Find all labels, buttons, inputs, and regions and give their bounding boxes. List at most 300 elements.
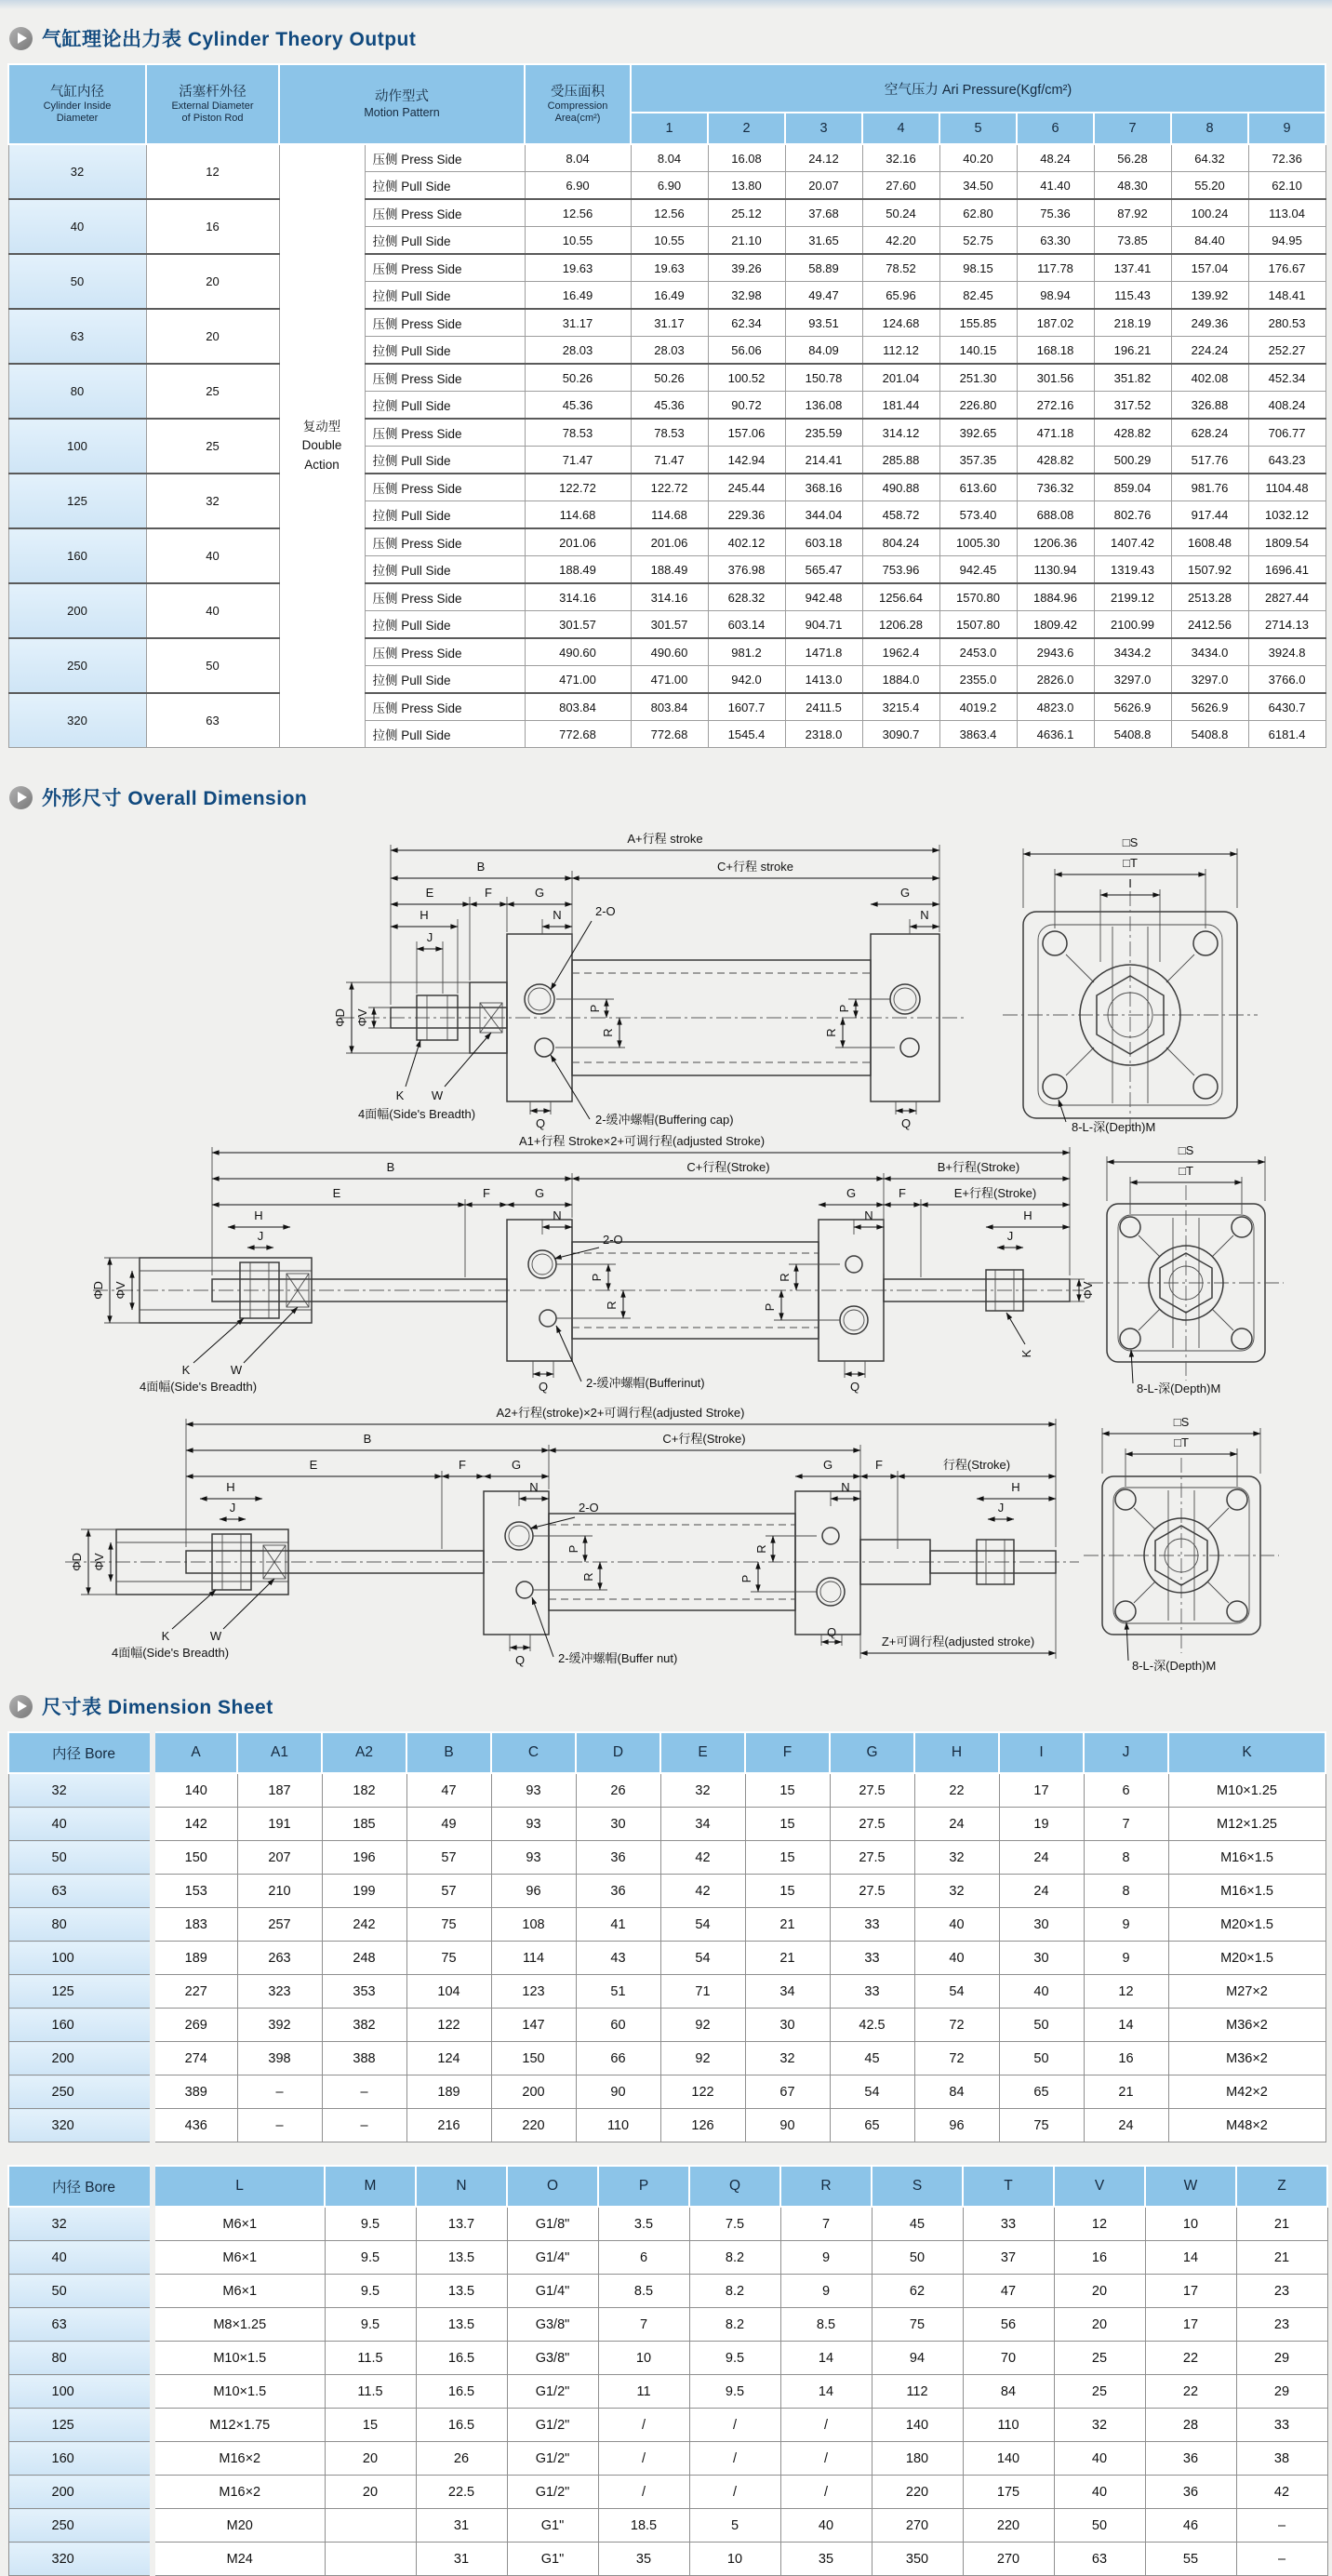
pressure-column-header: 1	[631, 113, 708, 144]
dim-label: F	[485, 886, 492, 900]
dim-label: N	[920, 908, 929, 922]
column-header: D	[576, 1732, 660, 1773]
value-cell: 18.5	[598, 2509, 689, 2543]
value-cell: 34	[660, 1808, 745, 1841]
pressure-value-cell: 1696.41	[1248, 556, 1325, 584]
pressure-value-cell: 1507.80	[939, 611, 1017, 639]
value-cell: G1"	[507, 2509, 598, 2543]
pressure-value-cell: 1413.0	[785, 666, 862, 694]
bore-cell: 32	[8, 2207, 153, 2241]
column-header: B	[406, 1732, 491, 1773]
play-bullet-icon	[9, 27, 33, 50]
pressure-value-cell: 408.24	[1248, 392, 1325, 420]
column-header: O	[507, 2166, 598, 2207]
header-line: Compression	[547, 100, 608, 113]
value-cell: 29	[1236, 2342, 1327, 2375]
value-cell: –	[1236, 2509, 1327, 2543]
bore-cell: 200	[8, 583, 146, 638]
pressure-value-cell: 628.32	[708, 583, 785, 611]
rod-header	[146, 64, 279, 144]
value-cell: M16×2	[153, 2476, 325, 2509]
bore-column-header: 内径 Bore	[8, 2166, 153, 2207]
value-cell: 24	[999, 1841, 1084, 1875]
value-cell: 15	[745, 1841, 830, 1875]
bore-cell: 100	[8, 2375, 153, 2409]
dim-label: Q	[535, 1116, 546, 1130]
compression-area-cell: 301.57	[525, 611, 631, 639]
pressure-value-cell: 188.49	[631, 556, 708, 584]
value-cell: 35	[780, 2543, 872, 2576]
value-cell	[325, 2543, 416, 2576]
pressure-value-cell: 280.53	[1248, 309, 1325, 337]
compression-area-cell: 6.90	[525, 172, 631, 200]
pressure-value-cell: 168.18	[1017, 337, 1094, 365]
value-cell: 257	[237, 1908, 322, 1942]
value-cell: 123	[491, 1975, 576, 2009]
column-header: A	[153, 1732, 237, 1773]
pressure-value-cell: 112.12	[862, 337, 939, 365]
dim-label: H	[420, 908, 429, 922]
column-header: W	[1145, 2166, 1236, 2207]
pressure-value-cell: 157.06	[708, 419, 785, 447]
pressure-value-cell: 50.26	[631, 364, 708, 392]
pressure-value-cell: 24.12	[785, 144, 862, 172]
value-cell: 36	[576, 1875, 660, 1908]
pressure-value-cell: 214.41	[785, 447, 862, 474]
overall-title-text: 外形尺寸 Overall Dimension	[42, 788, 308, 809]
dim-label: B	[476, 860, 486, 874]
value-cell: 90	[576, 2075, 660, 2109]
header-line: 活塞杆外径	[179, 85, 246, 100]
pressure-value-cell: 140.15	[939, 337, 1017, 365]
value-cell: 7	[1084, 1808, 1168, 1841]
value-cell: 220	[963, 2509, 1054, 2543]
value-cell: 65	[999, 2075, 1084, 2109]
value-cell: 9.5	[689, 2342, 780, 2375]
pressure-value-cell: 1570.80	[939, 583, 1017, 611]
value-cell: 191	[237, 1808, 322, 1841]
pressure-value-cell: 688.08	[1017, 501, 1094, 529]
pressure-value-cell: 3434.2	[1094, 638, 1171, 666]
theory-press-row	[8, 474, 1325, 501]
value-cell: G3/8"	[507, 2308, 598, 2342]
rod-cell: 40	[146, 528, 279, 583]
value-cell: 34	[745, 1975, 830, 2009]
dim-label: E	[425, 886, 434, 900]
value-cell: M10×1.25	[1168, 1773, 1325, 1808]
pressure-value-cell: 201.06	[631, 528, 708, 556]
dimension-row	[8, 2375, 1327, 2409]
value-cell: G1/2"	[507, 2409, 598, 2442]
value-cell: G1/2"	[507, 2442, 598, 2476]
value-cell: 388	[322, 2042, 406, 2075]
pressure-value-cell: 5408.8	[1094, 721, 1171, 748]
value-cell: 200	[491, 2075, 576, 2109]
value-cell: 23	[1236, 2275, 1327, 2308]
value-cell: G1/4"	[507, 2275, 598, 2308]
pressure-value-cell: 58.89	[785, 254, 862, 282]
pressure-value-cell: 252.27	[1248, 337, 1325, 365]
dim-label: P	[566, 1544, 580, 1554]
pressure-value-cell: 90.72	[708, 392, 785, 420]
pressure-value-cell: 452.34	[1248, 364, 1325, 392]
value-cell: 16.5	[416, 2409, 507, 2442]
value-cell: /	[780, 2409, 872, 2442]
value-cell: 38	[1236, 2442, 1327, 2476]
pressure-value-cell: 235.59	[785, 419, 862, 447]
dimension-row	[8, 1875, 1325, 1908]
dimension-row	[8, 1975, 1325, 2009]
pressure-value-cell: 98.94	[1017, 282, 1094, 310]
pressure-value-cell: 65.96	[862, 282, 939, 310]
pressure-value-cell: 804.24	[862, 528, 939, 556]
press-side-label: 压侧 Press Side	[365, 474, 525, 501]
pressure-value-cell: 75.36	[1017, 199, 1094, 227]
pressure-value-cell: 2453.0	[939, 638, 1017, 666]
value-cell: 270	[963, 2543, 1054, 2576]
dim-label: F	[459, 1458, 466, 1472]
pressure-value-cell: 500.29	[1094, 447, 1171, 474]
compression-area-cell: 314.16	[525, 583, 631, 611]
value-cell: 26	[416, 2442, 507, 2476]
pressure-value-cell: 137.41	[1094, 254, 1171, 282]
bore-cell: 160	[8, 528, 146, 583]
pressure-value-cell: 114.68	[631, 501, 708, 529]
value-cell: 16	[1084, 2042, 1168, 2075]
value-cell: 24	[914, 1808, 999, 1841]
pressure-value-cell: 2318.0	[785, 721, 862, 748]
column-header: E	[660, 1732, 745, 1773]
pressure-value-cell: 62.10	[1248, 172, 1325, 200]
value-cell: G3/8"	[507, 2342, 598, 2375]
value-cell: 11.5	[325, 2342, 416, 2375]
dim-label: □T	[1179, 1164, 1193, 1178]
value-cell: G1/2"	[507, 2375, 598, 2409]
dim-label: Q	[514, 1653, 526, 1667]
value-cell: 67	[745, 2075, 830, 2109]
dim-label: N	[553, 1208, 562, 1222]
dimension-row	[8, 1908, 1325, 1942]
value-cell: 32	[660, 1773, 745, 1808]
dim-label: C+行程(Stroke)	[662, 1432, 746, 1446]
bore-cell: 250	[8, 2509, 153, 2543]
press-side-label: 压侧 Press Side	[365, 254, 525, 282]
value-cell: 75	[406, 1942, 491, 1975]
pressure-value-cell: 62.34	[708, 309, 785, 337]
pressure-value-cell: 100.24	[1171, 199, 1248, 227]
pressure-value-cell: 917.44	[1171, 501, 1248, 529]
value-cell: 142	[153, 1808, 237, 1841]
dimension-header-row	[8, 2166, 1327, 2207]
value-cell: 36	[1145, 2442, 1236, 2476]
dim-label: ΦV	[1081, 1281, 1095, 1300]
header-line: Area(cm²)	[554, 113, 601, 125]
dimension-table-1-header	[8, 1732, 1325, 1773]
value-cell: G1/2"	[507, 2476, 598, 2509]
value-cell: 183	[153, 1908, 237, 1942]
theory-press-row	[8, 254, 1325, 282]
value-cell: 15	[325, 2409, 416, 2442]
dim-label: ΦV	[113, 1281, 127, 1300]
pressure-value-cell: 3297.0	[1171, 666, 1248, 694]
pressure-value-cell: 1256.64	[862, 583, 939, 611]
depth-label: 8-L-深(Depth)M	[1137, 1381, 1221, 1395]
column-header: Z	[1236, 2166, 1327, 2207]
dim-label: N	[553, 908, 562, 922]
value-cell: 153	[153, 1875, 237, 1908]
pressure-value-cell: 155.85	[939, 309, 1017, 337]
dim-label: W	[230, 1363, 243, 1377]
value-cell: 46	[1145, 2509, 1236, 2543]
value-cell: 7	[598, 2308, 689, 2342]
rod-cell: 40	[146, 583, 279, 638]
value-cell: 10	[1145, 2207, 1236, 2241]
pressure-value-cell: 942.48	[785, 583, 862, 611]
pressure-value-cell: 249.36	[1171, 309, 1248, 337]
pressure-value-cell: 136.08	[785, 392, 862, 420]
value-cell: 93	[491, 1773, 576, 1808]
value-cell: 43	[576, 1942, 660, 1975]
value-cell: 70	[963, 2342, 1054, 2375]
dimension-title-text: 尺寸表 Dimension Sheet	[42, 1697, 273, 1718]
value-cell: 36	[1145, 2476, 1236, 2509]
pressure-value-cell: 6.90	[631, 172, 708, 200]
value-cell: 72	[914, 2009, 999, 2042]
pressure-value-cell: 19.63	[631, 254, 708, 282]
column-header: H	[914, 1732, 999, 1773]
value-cell: 140	[963, 2442, 1054, 2476]
pressure-value-cell: 317.52	[1094, 392, 1171, 420]
pressure-value-cell: 82.45	[939, 282, 1017, 310]
value-cell: 33	[963, 2207, 1054, 2241]
press-side-label: 压侧 Press Side	[365, 419, 525, 447]
value-cell: 25	[1054, 2375, 1145, 2409]
pressure-value-cell: 48.30	[1094, 172, 1171, 200]
value-cell: 65	[830, 2109, 914, 2142]
play-triangle-icon	[18, 33, 27, 44]
side-breadth-label: 4面幅(Side's Breadth)	[140, 1380, 258, 1394]
buffer-cap-label: 2-缓冲螺帽(Buffering cap)	[595, 1113, 734, 1127]
rod-cell: 50	[146, 638, 279, 693]
pressure-value-cell: 301.56	[1017, 364, 1094, 392]
pressure-value-cell: 48.24	[1017, 144, 1094, 172]
pressure-value-cell: 1130.94	[1017, 556, 1094, 584]
bore-header	[8, 64, 146, 144]
theory-press-row	[8, 309, 1325, 337]
pressure-value-cell: 3434.0	[1171, 638, 1248, 666]
theory-press-row	[8, 364, 1325, 392]
section-overall-title	[9, 783, 1332, 811]
column-header: M	[325, 2166, 416, 2207]
press-side-label: 压侧 Press Side	[365, 638, 525, 666]
value-cell: 175	[963, 2476, 1054, 2509]
value-cell: 22	[1145, 2342, 1236, 2375]
column-header: Q	[689, 2166, 780, 2207]
pressure-value-cell: 4636.1	[1017, 721, 1094, 748]
value-cell: 55	[1145, 2543, 1236, 2576]
dim-label: H	[226, 1480, 235, 1494]
dimension-row	[8, 2543, 1327, 2576]
value-cell: 13.5	[416, 2275, 507, 2308]
dim-label: N	[841, 1480, 850, 1494]
value-cell: M10×1.5	[153, 2342, 325, 2375]
pressure-value-cell: 6181.4	[1248, 721, 1325, 748]
bore-cell: 32	[8, 1773, 153, 1808]
value-cell: 9.5	[325, 2275, 416, 2308]
depth-label: 8-L-深(Depth)M	[1072, 1120, 1156, 1134]
value-cell	[325, 2509, 416, 2543]
dim-label: □S	[1122, 835, 1139, 849]
value-cell: 5	[689, 2509, 780, 2543]
bore-cell: 80	[8, 1908, 153, 1942]
value-cell: 45	[872, 2207, 963, 2241]
pressure-value-cell: 2943.6	[1017, 638, 1094, 666]
dim-label: F	[899, 1186, 906, 1200]
value-cell: 57	[406, 1841, 491, 1875]
pressure-value-cell: 613.60	[939, 474, 1017, 501]
pressure-value-cell: 245.44	[708, 474, 785, 501]
value-cell: G1/8"	[507, 2207, 598, 2241]
value-cell: 13.5	[416, 2308, 507, 2342]
value-cell: 60	[576, 2009, 660, 2042]
dim-label: P	[590, 1273, 604, 1282]
value-cell: 220	[872, 2476, 963, 2509]
pressure-value-cell: 251.30	[939, 364, 1017, 392]
compression-area-cell: 471.00	[525, 666, 631, 694]
rod-cell: 25	[146, 419, 279, 474]
value-cell: 33	[830, 1975, 914, 2009]
value-cell: 27.5	[830, 1773, 914, 1808]
dim-label: A2+行程(stroke)×2+可调行程(adjusted Stroke)	[496, 1406, 745, 1420]
value-cell: 187	[237, 1773, 322, 1808]
value-cell: 20	[1054, 2308, 1145, 2342]
pressure-value-cell: 84.40	[1171, 227, 1248, 255]
value-cell: 14	[780, 2375, 872, 2409]
pressure-value-cell: 229.36	[708, 501, 785, 529]
pressure-value-cell: 3090.7	[862, 721, 939, 748]
value-cell: 50	[999, 2009, 1084, 2042]
pressure-value-cell: 94.95	[1248, 227, 1325, 255]
pressure-value-cell: 224.24	[1171, 337, 1248, 365]
pressure-value-cell: 10.55	[631, 227, 708, 255]
play-bullet-icon	[9, 1695, 33, 1718]
value-cell: G1"	[507, 2543, 598, 2576]
pressure-value-cell: 736.32	[1017, 474, 1094, 501]
pressure-column-header: 5	[939, 113, 1017, 144]
value-cell: 15	[745, 1808, 830, 1841]
pull-side-label: 拉侧 Pull Side	[365, 172, 525, 200]
theory-press-row	[8, 419, 1325, 447]
pressure-value-cell: 13.80	[708, 172, 785, 200]
dim-label: ΦV	[355, 1008, 369, 1027]
compression-area-cell: 45.36	[525, 392, 631, 420]
pressure-value-cell: 285.88	[862, 447, 939, 474]
value-cell: M6×1	[153, 2241, 325, 2275]
pressure-value-cell: 2826.0	[1017, 666, 1094, 694]
value-cell: 220	[491, 2109, 576, 2142]
pressure-value-cell: 73.85	[1094, 227, 1171, 255]
column-header: S	[872, 2166, 963, 2207]
pressure-value-cell: 1962.4	[862, 638, 939, 666]
value-cell: 54	[914, 1975, 999, 2009]
pressure-value-cell: 603.14	[708, 611, 785, 639]
value-cell: 140	[153, 1773, 237, 1808]
dim-label: R	[754, 1544, 768, 1554]
value-cell: /	[598, 2476, 689, 2509]
theory-press-row	[8, 693, 1325, 721]
pressure-value-cell: 2714.13	[1248, 611, 1325, 639]
compression-area-cell: 12.56	[525, 199, 631, 227]
value-cell: M16×1.5	[1168, 1875, 1325, 1908]
pressure-value-cell: 706.77	[1248, 419, 1325, 447]
value-cell: 8.5	[780, 2308, 872, 2342]
dimension-table-2-body	[8, 2207, 1327, 2576]
pressure-value-cell: 272.16	[1017, 392, 1094, 420]
pressure-column-header: 4	[862, 113, 939, 144]
pressure-value-cell: 1206.28	[862, 611, 939, 639]
dimension-row	[8, 2308, 1327, 2342]
play-triangle-icon	[18, 1701, 27, 1712]
value-cell: 50	[1054, 2509, 1145, 2543]
value-cell: 8.2	[689, 2308, 780, 2342]
dim-label: J	[257, 1229, 264, 1243]
bore-cell: 80	[8, 364, 146, 419]
value-cell: 32	[914, 1875, 999, 1908]
pressure-value-cell: 78.53	[631, 419, 708, 447]
value-cell: 6	[1084, 1773, 1168, 1808]
bore-cell: 100	[8, 419, 146, 474]
bore-cell: 50	[8, 2275, 153, 2308]
column-header: V	[1054, 2166, 1145, 2207]
pull-side-label: 拉侧 Pull Side	[365, 392, 525, 420]
pressure-value-cell: 942.45	[939, 556, 1017, 584]
value-cell: 75	[872, 2308, 963, 2342]
dim-label: P	[837, 1004, 851, 1013]
compression-area-cell: 31.17	[525, 309, 631, 337]
value-cell: /	[780, 2476, 872, 2509]
dim-label: 行程(Stroke)	[942, 1458, 1011, 1472]
pressure-value-cell: 52.75	[939, 227, 1017, 255]
pull-side-label: 拉侧 Pull Side	[365, 227, 525, 255]
value-cell: M24	[153, 2543, 325, 2576]
compression-area-cell: 114.68	[525, 501, 631, 529]
column-header: K	[1168, 1732, 1325, 1773]
pressure-value-cell: 100.52	[708, 364, 785, 392]
value-cell: 30	[576, 1808, 660, 1841]
pressure-value-cell: 859.04	[1094, 474, 1171, 501]
pressure-column-header: 3	[785, 113, 862, 144]
dim-label: E	[332, 1186, 341, 1200]
bore-cell: 32	[8, 144, 146, 199]
value-cell: M12×1.25	[1168, 1808, 1325, 1841]
dim-label: A+行程 stroke	[627, 832, 703, 846]
section-dimension-title	[9, 1692, 1332, 1720]
value-cell: 16.5	[416, 2375, 507, 2409]
pressure-value-cell: 12.56	[631, 199, 708, 227]
pull-side-label: 拉侧 Pull Side	[365, 556, 525, 584]
pressure-value-cell: 2199.12	[1094, 583, 1171, 611]
section-theory-title	[9, 24, 1332, 52]
pressure-value-cell: 4019.2	[939, 693, 1017, 721]
dimension-table-1-body	[8, 1773, 1325, 2142]
pressure-value-cell: 753.96	[862, 556, 939, 584]
value-cell: 189	[153, 1942, 237, 1975]
rod-cell: 32	[146, 474, 279, 528]
compression-area-cell: 201.06	[525, 528, 631, 556]
value-cell: 32	[1054, 2409, 1145, 2442]
bore-cell: 50	[8, 1841, 153, 1875]
pressure-value-cell: 1206.36	[1017, 528, 1094, 556]
